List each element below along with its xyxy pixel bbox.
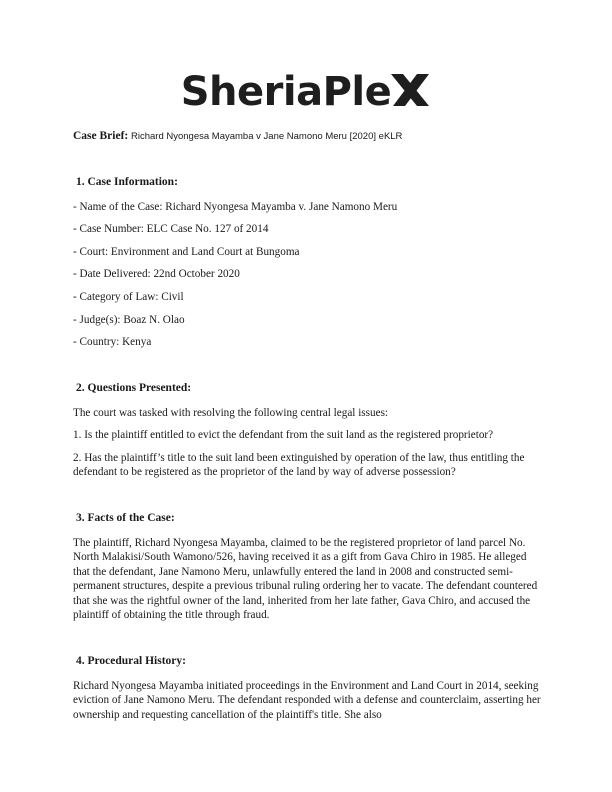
case-brief-label: Case Brief: — [73, 130, 129, 142]
case-info-category: - Category of Law: Civil — [73, 291, 184, 304]
sheriaplex-logo — [0, 69, 612, 115]
section-facts — [73, 512, 543, 623]
questions-intro: The court was tasked with resolving the following central legal issues: — [73, 406, 389, 419]
section-heading: 1. Case Information: — [76, 176, 178, 188]
question-1: 1. Is the plaintiff entitled to evict the defendant from the suit land as the registered proprietor? — [73, 429, 494, 442]
case-info-date: - Date Delivered: 22nd October 2020 — [73, 268, 240, 281]
document-body — [73, 176, 543, 754]
facts-paragraph: The plaintiff, Richard Nyongesa Mayamba, claimed to be the registered proprietor of land parcel No. North Malakisi/South Wamono/526, having received it as a gift from Gava Chiro in 1985. He alleged that the defendant, Jane Namono Meru, unlawfully entered the land in 2008 and constructed semi-permanent structures, despite a previous tribunal ruling ordering her to vacate. The defendant countered that she was the rightful owner of the land, inherited from her late father, Gava Chiro, and accused the plaintiff of obtaining the title through fraud. — [73, 536, 538, 622]
section-heading: 2. Questions Presented: — [76, 381, 192, 394]
case-brief-line — [73, 130, 402, 142]
case-info-judges: - Judge(s): Boaz N. Olao — [73, 313, 185, 326]
case-info-name: - Name of the Case: Richard Nyongesa Mayamba v. Jane Namono Meru — [73, 200, 398, 213]
case-info-court: - Court: Environment and Land Court at Bungoma — [73, 245, 300, 258]
case-brief-title: Richard Nyongesa Mayamba v Jane Namono Meru [2020] eKLR — [131, 131, 403, 142]
section-questions-presented — [73, 382, 543, 480]
section-heading: 3. Facts of the Case: — [76, 511, 175, 524]
logo-text: SheriaPle — [180, 69, 392, 115]
section-heading: 4. Procedural History: — [76, 654, 186, 667]
section-case-information — [73, 176, 543, 350]
procedural-paragraph: Richard Nyongesa Mayamba initiated proceedings in the Environment and Land Court in 2014, seeking eviction of Jane Namono Meru. The defendant responded with a defense and counterclaim, asserting her ownership and requesting cancellation of the plaintiff's title. She also — [73, 679, 541, 721]
case-info-number: - Case Number: ELC Case No. 127 of 2014 — [73, 223, 269, 236]
logo-x-mark-icon — [389, 72, 431, 108]
section-procedural-history — [73, 655, 543, 722]
question-2: 2. Has the plaintiff’s title to the suit land been extinguished by operation of the law, thus entitling the defendant to be registered as the proprietor of the land by way of adverse possession? — [73, 451, 525, 479]
case-info-country: - Country: Kenya — [73, 336, 152, 349]
